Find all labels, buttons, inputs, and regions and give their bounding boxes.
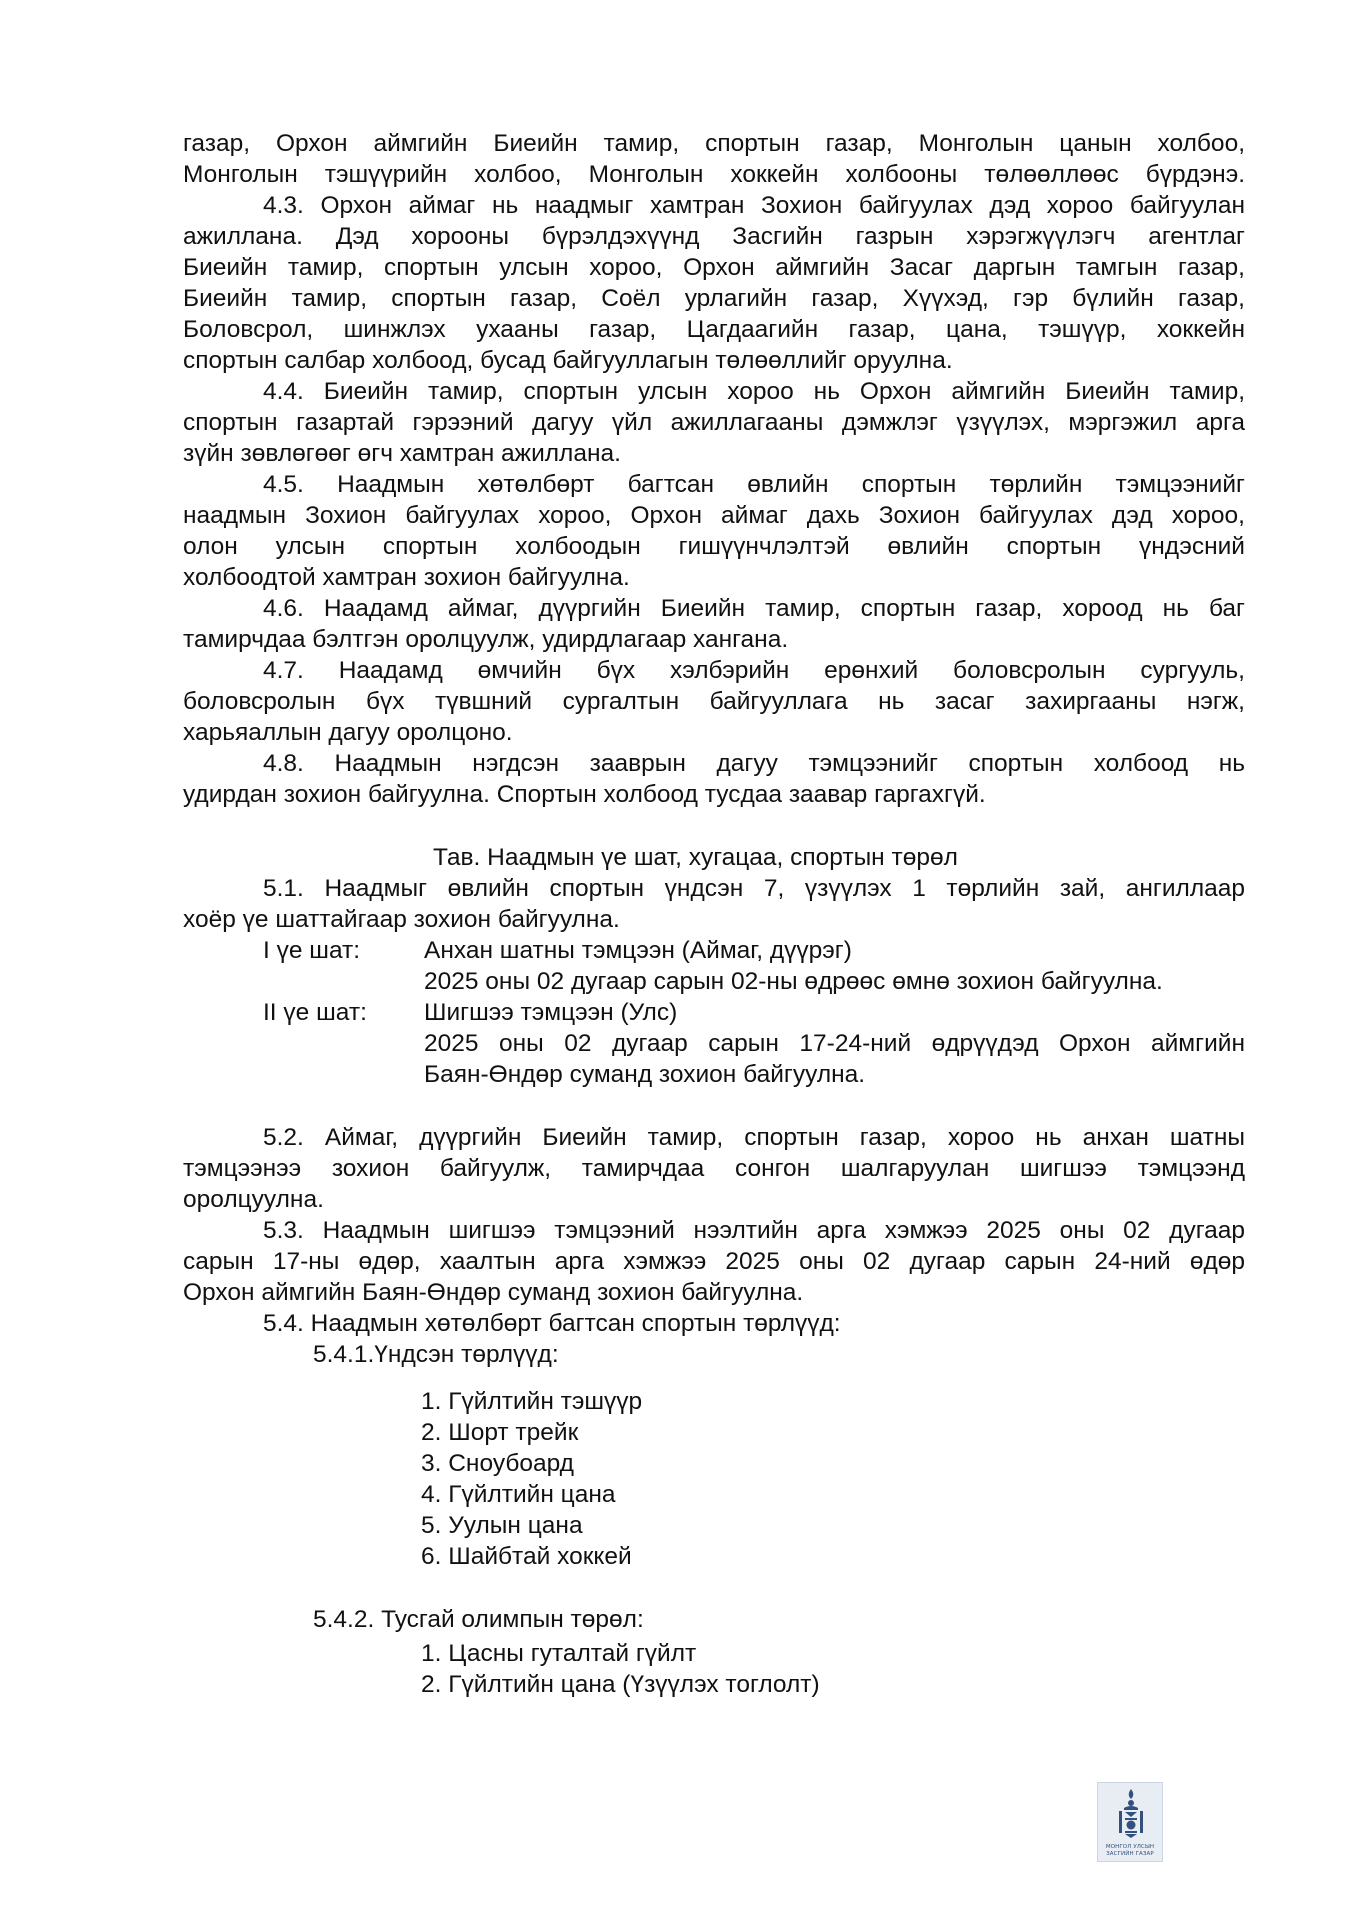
- text-line: 5.4.2. Тусгай олимпын төрөл:: [313, 1606, 644, 1633]
- text-line: 6. Шайбтай хоккей: [421, 1543, 632, 1570]
- text-line: II үе шат:: [263, 999, 367, 1026]
- text-line: Тав. Наадмын үе шат, хугацаа, спортын төрөл: [433, 844, 958, 871]
- text-line: Боловсрол, шинжлэх ухааны газар, Цагдаагийн газар, цана, тэшүүр, хоккейн: [183, 316, 1245, 343]
- text-line: харьяаллын дагуу оролцоно.: [183, 719, 513, 746]
- text-line: оролцуулна.: [183, 1186, 324, 1213]
- text-line: спортын салбар холбоод, бусад байгууллагын төлөөллийг оруулна.: [183, 347, 953, 374]
- text-line: 5.4. Наадмын хөтөлбөрт багтсан спортын төрлүүд:: [263, 1310, 841, 1337]
- text-line: 4.4. Биеийн тамир, спортын улсын хороо нь Орхон аймгийн Биеийн тамир,: [263, 378, 1245, 405]
- text-line: боловсролын бүх түвшний сургалтын байгууллага нь засаг захиргааны нэгж,: [183, 688, 1245, 715]
- text-line: 5.3. Наадмын шигшээ тэмцээний нээлтийн арга хэмжээ 2025 оны 02 дугаар: [263, 1217, 1245, 1244]
- text-line: 5.1. Наадмыг өвлийн спортын үндсэн 7, үзүүлэх 1 төрлийн зай, ангиллаар: [263, 875, 1245, 902]
- text-line: Анхан шатны тэмцээн (Аймаг, дүүрэг): [424, 937, 852, 964]
- text-line: газар, Орхон аймгийн Биеийн тамир, спортын газар, Монголын цанын холбоо,: [183, 130, 1245, 157]
- text-line: Шигшээ тэмцээн (Улс): [424, 999, 678, 1026]
- logo-caption: [1106, 1844, 1154, 1858]
- government-emblem-logo: [1097, 1782, 1163, 1862]
- text-line: 4.8. Наадмын нэгдсэн зааврын дагуу тэмцээнийг спортын холбоод нь: [263, 750, 1245, 777]
- text-line: 5.2. Аймаг, дүүргийн Биеийн тамир, спортын газар, хороо нь анхан шатны: [263, 1124, 1245, 1151]
- text-line: зүйн зөвлөгөөг өгч хамтран ажиллана.: [183, 440, 621, 467]
- text-line: 4.3. Орхон аймаг нь наадмыг хамтран Зохион байгуулах дэд хороо байгуулан: [263, 192, 1245, 219]
- text-line: 4. Гүйлтийн цана: [421, 1481, 616, 1508]
- text-line: 2. Гүйлтийн цана (Үзүүлэх тоглолт): [421, 1671, 820, 1698]
- text-line: 4.7. Наадамд өмчийн бүх хэлбэрийн ерөнхий боловсролын сургууль,: [263, 657, 1245, 684]
- text-line: 1. Гүйлтийн тэшүүр: [421, 1388, 643, 1415]
- soyombo-emblem-icon: [1111, 1787, 1151, 1839]
- text-line: хоёр үе шаттайгаар зохион байгуулна.: [183, 906, 620, 933]
- text-line: Биеийн тамир, спортын улсын хороо, Орхон аймгийн Засаг даргын тамгын газар,: [183, 254, 1245, 281]
- text-line: 4.5. Наадмын хөтөлбөрт багтсан өвлийн спортын төрлийн тэмцээнийг: [263, 471, 1245, 498]
- text-line: 5.4.1.Үндсэн төрлүүд:: [313, 1341, 559, 1368]
- text-line: спортын газартай гэрээний дагуу үйл ажиллагааны дэмжлэг үзүүлэх, мэргэжил арга: [183, 409, 1245, 436]
- text-line: олон улсын спортын холбоодын гишүүнчлэлтэй өвлийн спортын үндэсний: [183, 533, 1245, 560]
- text-line: ажиллана. Дэд хорооны бүрэлдэхүүнд Засгийн газрын хэрэгжүүлэгч агентлаг: [183, 223, 1245, 250]
- text-line: I үе шат:: [263, 937, 361, 964]
- text-line: 1. Цасны гуталтай гүйлт: [421, 1640, 697, 1667]
- logo-caption-line2: ЗАСГИЙН ГАЗАР: [1106, 1851, 1154, 1857]
- text-line: наадмын Зохион байгуулах хороо, Орхон аймаг дахь Зохион байгуулах дэд хороо,: [183, 502, 1245, 529]
- text-line: тамирчдаа бэлтгэн оролцуулж, удирдлагаар хангана.: [183, 626, 789, 653]
- text-line: сарын 17-ны өдөр, хаалтын арга хэмжээ 2025 оны 02 дугаар сарын 24-ний өдөр: [183, 1248, 1245, 1275]
- text-line: 2025 оны 02 дугаар сарын 17-24-ний өдрүүдэд Орхон аймгийн: [424, 1030, 1245, 1057]
- text-line: 5. Уулын цана: [421, 1512, 583, 1539]
- text-line: Баян-Өндөр суманд зохион байгуулна.: [424, 1061, 866, 1088]
- text-line: удирдан зохион байгуулна. Спортын холбоод тусдаа заавар гаргахгүй.: [183, 781, 986, 808]
- logo-caption-line1: МОНГОЛ УЛСЫН: [1105, 1844, 1155, 1850]
- text-line: 3. Сноубоард: [421, 1450, 574, 1477]
- text-line: 4.6. Наадамд аймаг, дүүргийн Биеийн тамир, спортын газар, хороод нь баг: [263, 595, 1245, 622]
- text-line: холбоодтой хамтран зохион байгуулна.: [183, 564, 630, 591]
- text-line: Орхон аймгийн Баян-Өндөр суманд зохион байгуулна.: [183, 1279, 804, 1306]
- text-line: 2025 оны 02 дугаар сарын 02-ны өдрөөс өмнө зохион байгуулна.: [424, 968, 1163, 995]
- text-line: тэмцээнээ зохион байгуулж, тамирчдаа сонгон шалгаруулан шигшээ тэмцээнд: [183, 1155, 1245, 1182]
- text-line: 2. Шорт трейк: [421, 1419, 579, 1446]
- text-line: Монголын тэшүүрийн холбоо, Монголын хоккейн холбооны төлөөллөөс бүрдэнэ.: [183, 161, 1245, 188]
- text-line: Биеийн тамир, спортын газар, Соёл урлагийн газар, Хүүхэд, гэр бүлийн газар,: [183, 285, 1245, 312]
